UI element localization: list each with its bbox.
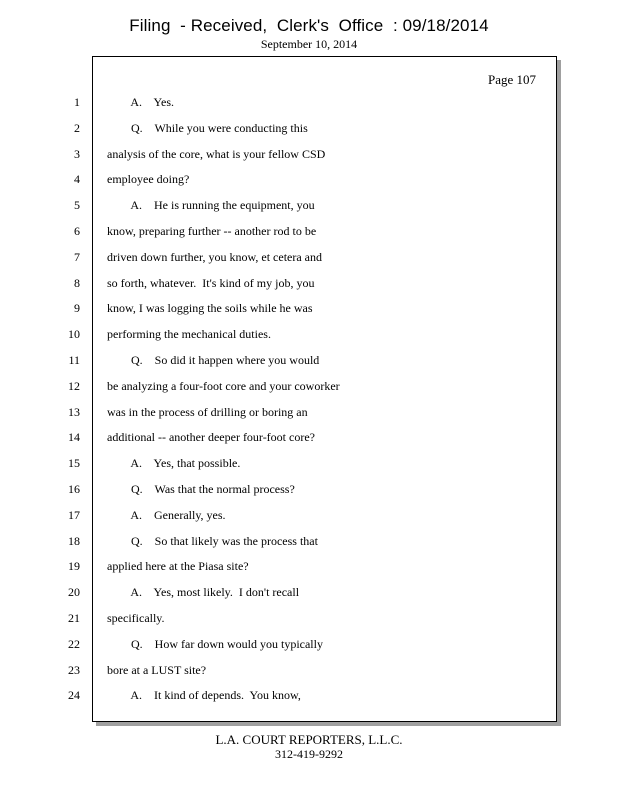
line-number: 2: [74, 120, 80, 135]
deposition-date: September 10, 2014: [260, 37, 358, 51]
transcript-line: applied here at the Piasa site?: [107, 559, 249, 574]
transcript-line: analysis of the core, what is your fellow CSD: [107, 146, 326, 161]
line-number: 14: [68, 430, 80, 445]
line-number: 19: [68, 559, 80, 574]
line-number: 5: [74, 198, 80, 213]
transcript-line: bore at a LUST site?: [107, 662, 207, 677]
transcript-line: know, I was logging the soils while he was: [107, 301, 313, 316]
line-number: 20: [68, 585, 80, 600]
transcript-line: performing the mechanical duties.: [107, 327, 271, 342]
transcript-line: be analyzing a four-foot core and your coworker: [107, 378, 340, 393]
line-number: 3: [74, 146, 80, 161]
line-number: 11: [68, 353, 80, 367]
line-number: 13: [68, 404, 80, 419]
transcript-line: Q. So did it happen where you would: [107, 353, 320, 367]
line-number: 17: [68, 507, 80, 522]
line-number: 1: [74, 95, 80, 109]
line-number: 4: [74, 172, 80, 187]
transcript-line: additional -- another deeper four-foot core?: [107, 430, 315, 445]
transcript-line: was in the process of drilling or boring an: [107, 404, 308, 419]
transcript-line: Q. While you were conducting this: [107, 120, 308, 135]
line-number: 15: [68, 456, 80, 471]
transcript-line: so forth, whatever. It's kind of my job, you: [107, 275, 315, 290]
line-number: 7: [74, 249, 80, 264]
transcript-line: A. Yes, most likely. I don't recall: [107, 585, 300, 600]
filing-stamp: Filing - Received, Clerk's Office : 09/18/2014: [129, 16, 489, 35]
line-number: 22: [68, 636, 80, 651]
transcript-line: Q. So that likely was the process that: [107, 533, 318, 548]
transcript-line: employee doing?: [107, 172, 190, 187]
transcript-line: specifically.: [107, 611, 165, 625]
transcript-line: A. It kind of depends. You know,: [107, 688, 301, 703]
footer-company: L.A. COURT REPORTERS, L.L.C.: [215, 732, 403, 747]
transcript-line: A. Yes.: [107, 95, 175, 109]
transcript-line: Q. How far down would you typically: [107, 636, 323, 651]
line-number: 6: [74, 224, 80, 238]
line-number: 10: [68, 327, 80, 342]
line-number: 12: [68, 378, 80, 393]
transcript-line: A. Generally, yes.: [107, 507, 226, 522]
line-number: 18: [68, 533, 80, 548]
line-number: 16: [68, 482, 80, 496]
transcript-line: know, preparing further -- another rod to be: [107, 224, 317, 238]
line-number: 23: [68, 662, 80, 677]
line-number: 21: [68, 611, 80, 625]
footer-phone: 312-419-9292: [275, 747, 343, 761]
page-number: Page 107: [487, 72, 536, 87]
line-number: 24: [68, 688, 80, 703]
transcript-line: A. Yes, that possible.: [107, 456, 241, 471]
line-number: 9: [74, 301, 80, 316]
transcript-line: A. He is running the equipment, you: [107, 198, 315, 213]
transcript-line: Q. Was that the normal process?: [107, 482, 295, 496]
transcript-line: driven down further, you know, et cetera and: [107, 249, 322, 264]
line-number: 8: [74, 275, 80, 290]
